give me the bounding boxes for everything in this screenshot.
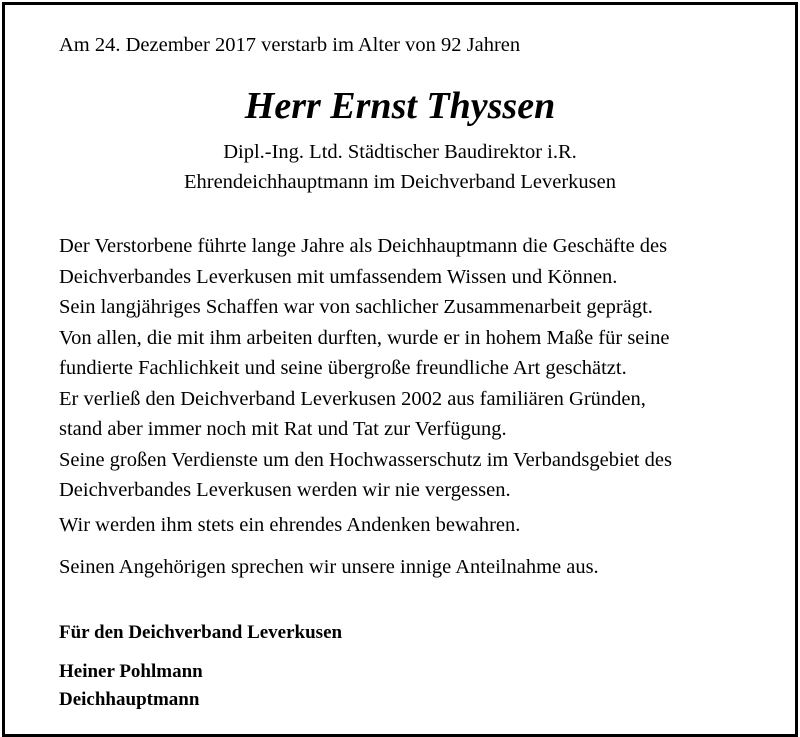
signature-role: Deichhauptmann [59,689,200,710]
body-paragraph [59,231,779,506]
intro-line: Am 24. Dezember 2017 verstarb im Alter von 92 Jahren [59,34,521,56]
body-line: Der Verstorbene führte lange Jahre als Deichhauptmann die Geschäfte des [59,235,668,257]
title-line-2: Ehrendeichhauptmann im Deichverband Leverkusen [183,171,617,193]
title-line-1: Dipl.-Ing. Ltd. Städtischer Baudirektor i.R. [223,141,577,163]
signature-organization: Für den Deichverband Leverkusen [59,622,343,643]
body-line: stand aber immer noch mit Rat und Tat zur Verfügung. [59,418,507,440]
signature-name: Heiner Pohlmann [59,661,203,682]
body-line: Sein langjähriges Schaffen war von sachlicher Zusammenarbeit geprägt. [59,296,653,318]
deceased-name: Herr Ernst Thyssen [244,85,556,127]
closing-line-condolence: Seinen Angehörigen sprechen wir unsere innige Anteilnahme aus. [59,556,599,578]
body-line: Er verließ den Deichverband Leverkusen 2002 aus familiären Gründen, [59,387,646,410]
body-line: Deichverbandes Leverkusen mit umfassendem Wissen und Können. [59,265,618,288]
body-line: fundierte Fachlichkeit und seine übergroße freundliche Art geschätzt. [59,357,627,379]
body-line: Von allen, die mit ihm arbeiten durften, wurde er in hohem Maße für seine [59,326,670,349]
closing-line-remembrance: Wir werden ihm stets ein ehrendes Andenken bewahren. [59,514,521,536]
body-line: Seine großen Verdienste um den Hochwasserschutz im Verbandsgebiet des [59,448,672,471]
body-line: Deichverbandes Leverkusen werden wir nie vergessen. [59,479,511,501]
